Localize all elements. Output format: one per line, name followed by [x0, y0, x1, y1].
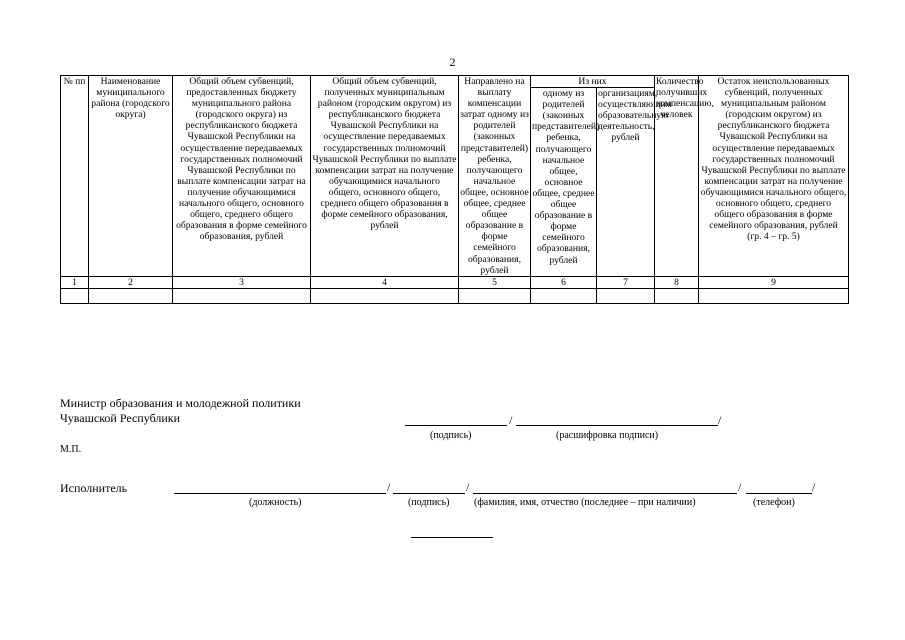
header-subventions-received: Общий объем субвенций, полученных муниципальным районом (городским округом) из республиканского бюджета Чувашской Республики на осуществление передаваемых государственных полномочий Чувашской Республики по выплате компенсации затрат на получение обучающимися начального общего, основного общего, среднего общего образования в форме семейного образования, рублей — [311, 76, 459, 277]
table-cell[interactable] — [699, 288, 849, 303]
executor-label: Исполнитель — [60, 481, 128, 495]
table-cell[interactable] — [597, 288, 655, 303]
executor-position-line[interactable] — [174, 493, 386, 494]
separator-slash: / — [387, 480, 391, 494]
header-to-organizations: организациям, осуществляющим образовательную деятельность, рублей — [597, 88, 655, 277]
empty-data-row — [61, 288, 849, 303]
position-caption: (должность) — [249, 497, 302, 508]
minister-name-line[interactable] — [516, 425, 718, 426]
separator-slash: / — [738, 480, 742, 494]
header-group-of-which: Из них — [531, 76, 655, 88]
header-number: № пп — [61, 76, 89, 277]
minister-decode-caption: (расшифровка подписи) — [556, 430, 659, 441]
separator-slash: / — [718, 413, 722, 427]
table-cell[interactable] — [61, 288, 89, 303]
table-cell[interactable] — [89, 288, 173, 303]
executor-signature-line[interactable] — [393, 493, 465, 494]
column-number: 2 — [89, 276, 173, 288]
table-cell[interactable] — [459, 288, 531, 303]
header-municipality: Наименование муниципального района (городского округа) — [89, 76, 173, 277]
minister-signature-caption: (подпись) — [430, 430, 472, 441]
table-cell[interactable] — [311, 288, 459, 303]
separator-slash: / — [812, 480, 816, 494]
phone-caption: (телефон) — [753, 497, 795, 508]
minister-signature-line[interactable] — [405, 425, 507, 426]
report-table — [60, 75, 849, 304]
formula-note: (гр. 4 – гр. 5) — [747, 231, 800, 243]
column-number-row — [61, 276, 849, 288]
column-number: 9 — [699, 276, 849, 288]
column-number: 3 — [173, 276, 311, 288]
header-unused-balance: Остаток неиспользованных субвенций, полученных муниципальным районом (городским округом) из республиканского бюджета Чувашской Республики на осуществление передаваемых государственных полномочий Чувашской Республики по выплате компенсации затрат на получение обучающимися начального общего, основного общего, среднего общего образования в форме семейного образования, рублей (гр. 4 – гр. 5) — [699, 76, 849, 277]
executor-name-line[interactable] — [473, 493, 737, 494]
table-cell[interactable] — [655, 288, 699, 303]
column-number: 7 — [597, 276, 655, 288]
executor-signature-caption: (подпись) — [408, 497, 450, 508]
table-cell[interactable] — [173, 288, 311, 303]
executor-phone-line[interactable] — [746, 493, 812, 494]
column-number: 5 — [459, 276, 531, 288]
closing-divider — [411, 537, 493, 538]
table-cell[interactable] — [531, 288, 597, 303]
header-directed-for-payment: Направлено на выплату компенсации затрат одному из родителей (законных представителей) ребенка, получающего начальное общее, основное общее, среднее общее образование в форме семейного образования, рублей — [460, 76, 529, 276]
column-number: 1 — [61, 276, 89, 288]
column-number: 8 — [655, 276, 699, 288]
header-recipients-count: Количество получивших компенсацию, человек — [655, 76, 699, 277]
header-subventions-provided: Общий объем субвенций, предоставленных бюджету муниципального района (городского округа) из республиканского бюджета Чувашской Республики на осуществление передаваемых государственных полномочий Чувашской Республики по выплате компенсации затрат на получение обучающимися начального общего, основного общего, среднего общего образования в форме семейного образования, рублей — [173, 76, 311, 277]
stamp-label: М.П. — [60, 444, 82, 455]
page-number: 2 — [449, 55, 456, 69]
minister-title-line1: Министр образования и молодежной политики — [60, 396, 301, 410]
minister-title-line2: Чувашской Республики — [60, 411, 181, 425]
column-number: 6 — [531, 276, 597, 288]
header-to-parent: одному из родителей (законных представителей) ребенка, получающего начальное общее, основное общее, среднее общее образование в форме семейного образования, рублей — [531, 88, 597, 277]
separator-slash: / — [466, 480, 470, 494]
separator-slash: / — [509, 413, 513, 427]
full-name-caption: (фамилия, имя, отчество (последнее – при наличии) — [474, 497, 696, 508]
column-number: 4 — [311, 276, 459, 288]
